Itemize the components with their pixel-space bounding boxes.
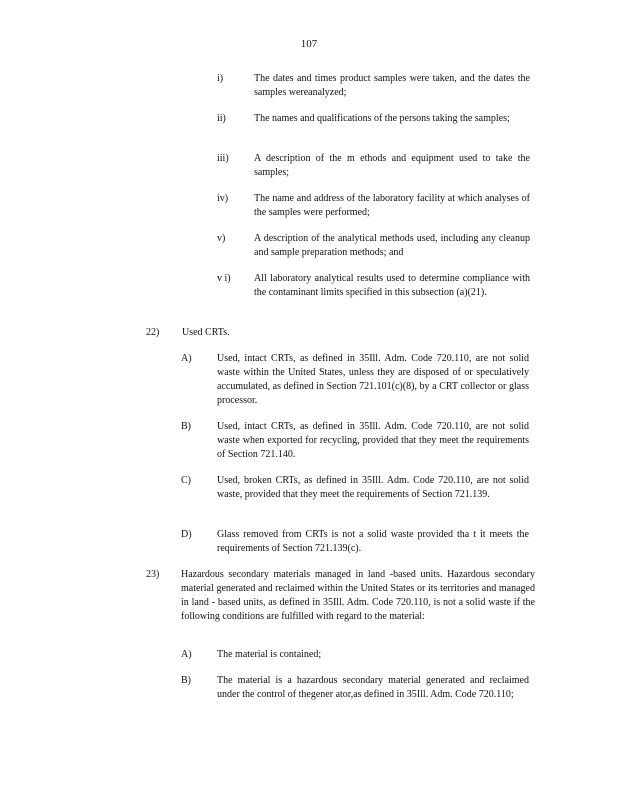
item-label: v i)	[217, 273, 231, 284]
item-text: The material is a hazardous secondary material generated and reclaimed under the control of thegener ator,as defined in 35Ill. Adm. Code 720.110;	[217, 675, 529, 700]
item-text: The name and address of the laboratory facility at which analyses of the samples were performed;	[254, 193, 530, 218]
item-number: 22)	[146, 327, 160, 338]
item-text: Used, intact CRTs, as defined in 35Ill. Adm. Code 720.110, are not solid waste when exported for recycling, provided that they meet the requirements of Section 721.140.	[217, 421, 529, 460]
item-label: B)	[181, 675, 191, 686]
item-label: B)	[181, 421, 191, 432]
item-label: i)	[217, 73, 224, 84]
item-number: 23)	[146, 569, 160, 580]
item-heading: Used CRTs.	[182, 327, 230, 338]
item-text: Glass removed from CRTs is not a solid waste provided tha t it meets the requirements of Section 721.139(c).	[217, 529, 529, 554]
item-label: iv)	[217, 193, 229, 204]
item-label: A)	[181, 649, 192, 660]
item-text: Used, broken CRTs, as defined in 35Ill. Adm. Code 720.110, are not solid waste, provided that they meet the requirements of Section 721.139.	[217, 475, 529, 500]
item-label: iii)	[217, 153, 229, 164]
item-label: D)	[181, 529, 192, 540]
item-text: All laboratory analytical results used to determine compliance with the contaminant limits specified in this subsection (a)(21).	[254, 273, 530, 298]
item-text: The dates and times product samples were taken, and the dates the samples wereanalyzed;	[254, 73, 530, 98]
item-text: A description of the analytical methods used, including any cleanup and sample preparation methods; and	[254, 233, 530, 258]
page-number: 107	[300, 38, 318, 50]
item-label: C)	[181, 475, 191, 486]
item-text: Hazardous secondary materials managed in land -based units. Hazardous secondary material generated and reclaimed within the United States or its territories and managed in land - based units, as defined in 35Ill. Adm. Code 720.110, is not a solid waste if the following conditions are fulfilled with regard to the material:	[181, 569, 535, 622]
item-label: v)	[217, 233, 226, 244]
item-label: A)	[181, 353, 192, 364]
item-text: The material is contained;	[217, 649, 322, 660]
item-text: A description of the m ethods and equipment used to take the samples;	[254, 153, 530, 178]
item-text: Used, intact CRTs, as defined in 35Ill. Adm. Code 720.110, are not solid waste within the United States, unless they are disposed of or speculatively accumulated, as defined in Section 721.101(c)(8), by a CRT collector or glass processor.	[217, 353, 529, 406]
item-text: The names and qualifications of the persons taking the samples;	[254, 113, 510, 124]
item-label: ii)	[217, 113, 226, 124]
